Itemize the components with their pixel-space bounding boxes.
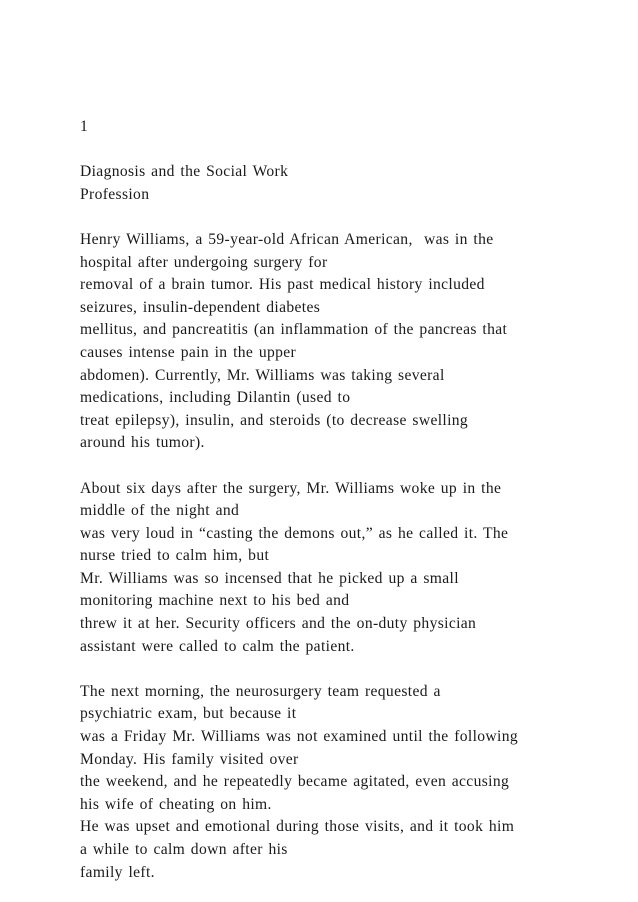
paragraph-1 (80, 229, 620, 455)
page-number: 1 (80, 118, 89, 135)
title-line: Profession (80, 185, 150, 203)
text-line: Monday. His family visited over (80, 750, 299, 768)
document-body (80, 116, 620, 884)
spacer (80, 206, 620, 229)
text-line: abdomen). Currently, Mr. Williams was taking several (80, 366, 445, 384)
text-line: mellitus, and pancreatitis (an inflammation of the pancreas that (80, 321, 508, 339)
text-line: around his tumor). (80, 434, 205, 452)
document-title (80, 161, 620, 206)
paragraph-3 (80, 681, 620, 884)
title-line: Diagnosis and the Social Work (80, 163, 289, 181)
text-line: a while to calm down after his (80, 841, 288, 858)
spacer (80, 139, 620, 162)
text-line: hospital after undergoing surgery for (80, 253, 328, 271)
text-line: family left. (80, 863, 155, 881)
text-line: psychiatric exam, but because it (80, 705, 297, 723)
text-line: treat epilepsy), insulin, and steroids (to decrease swelling (80, 411, 469, 429)
spacer (80, 455, 620, 478)
text-line: Henry Williams, a 59-year-old African American, was in the (80, 230, 494, 248)
text-line: was very loud in “casting the demons out,” as he called it. The (80, 524, 509, 542)
text-line: removal of a brain tumor. His past medical history included (80, 276, 485, 294)
text-line: nurse tried to calm him, but (80, 547, 270, 565)
text-line: monitoring machine next to his bed and (80, 592, 350, 610)
text-line: his wife of cheating on him. (80, 795, 272, 813)
text-line: the weekend, and he repeatedly became agitated, even accusing (80, 773, 510, 791)
paragraph-2 (80, 478, 620, 659)
text-line: About six days after the surgery, Mr. Williams woke up in the (80, 479, 502, 497)
text-line: middle of the night and (80, 502, 240, 520)
text-line: assistant were called to calm the patient. (80, 637, 355, 655)
text-line: Mr. Williams was so incensed that he picked up a small (80, 569, 459, 587)
text-line: seizures, insulin-dependent diabetes (80, 298, 321, 316)
text-line: The next morning, the neurosurgery team requested a (80, 682, 441, 700)
spacer (80, 658, 620, 681)
text-line: medications, including Dilantin (used to (80, 389, 351, 407)
text-line: causes intense pain in the upper (80, 343, 297, 361)
text-line: threw it at her. Security officers and the on-duty physician (80, 615, 477, 633)
text-line: He was upset and emotional during those visits, and it took him (80, 818, 515, 836)
text-line: was a Friday Mr. Williams was not examined until the following (80, 728, 518, 746)
